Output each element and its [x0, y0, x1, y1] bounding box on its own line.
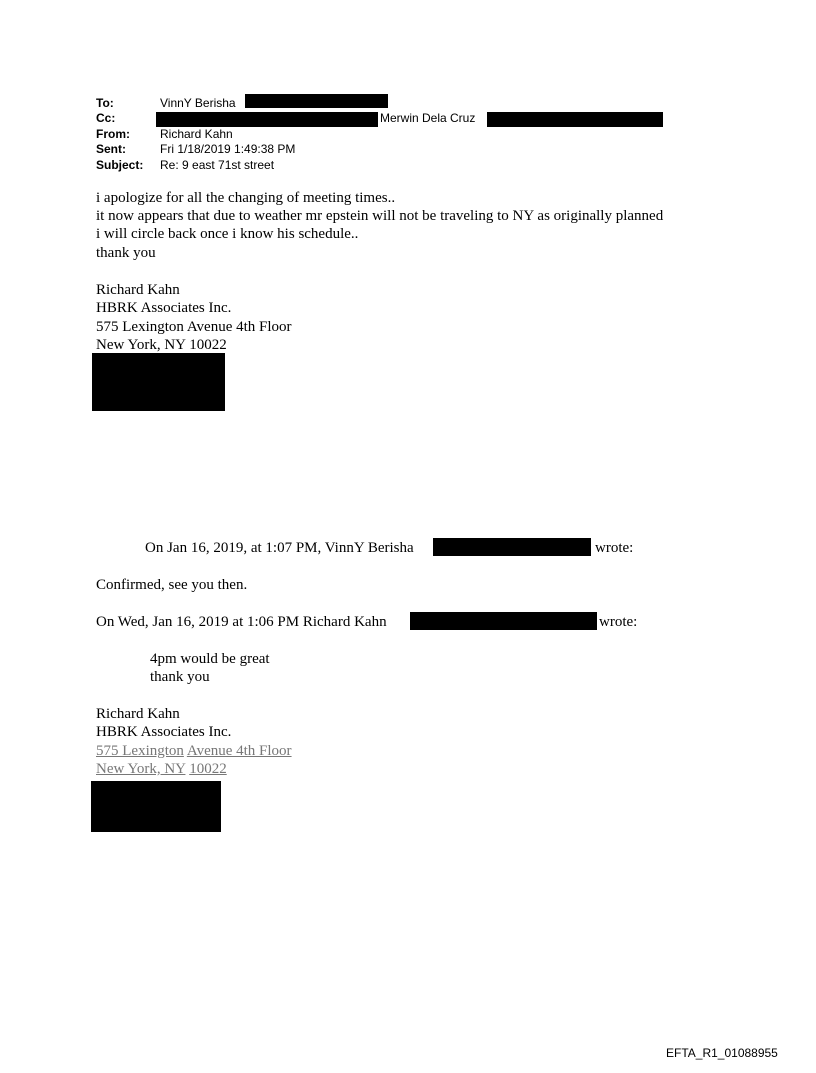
- from-label: From:: [96, 127, 130, 141]
- quote-wrote: wrote:: [599, 614, 638, 630]
- body-line: i will circle back once i know his schedule..: [96, 226, 359, 242]
- redaction-box: [487, 112, 663, 127]
- to-label: To:: [96, 96, 114, 110]
- to-value: VinnY Berisha: [160, 96, 236, 110]
- subject-label: Subject:: [96, 158, 144, 172]
- cc-value: Merwin Dela Cruz: [380, 111, 476, 125]
- sent-value: Fri 1/18/2019 1:49:38 PM: [160, 142, 296, 156]
- city-link[interactable]: New York, NY: [96, 761, 186, 777]
- redaction-box: [91, 781, 221, 832]
- signature-city: New York, NY 10022: [96, 337, 227, 353]
- body-line: it now appears that due to weather mr epstein will not be traveling to NY as originally planned: [96, 208, 664, 224]
- address-link[interactable]: Avenue 4th Floor: [186, 743, 292, 759]
- quote-wrote: wrote:: [595, 540, 634, 556]
- signature-address: [96, 742, 292, 760]
- redaction-box: [245, 94, 388, 108]
- signature-city: [96, 760, 227, 778]
- reply-line: thank you: [150, 669, 210, 685]
- signature-company: HBRK Associates Inc.: [96, 724, 232, 740]
- reply-line: 4pm would be great: [150, 651, 270, 667]
- sent-label: Sent:: [96, 142, 126, 156]
- quote-attribution: On Wed, Jan 16, 2019 at 1:06 PM Richard Kahn: [96, 614, 387, 630]
- redaction-box: [433, 538, 591, 556]
- from-value: Richard Kahn: [160, 127, 233, 141]
- subject-value: Re: 9 east 71st street: [160, 158, 275, 172]
- quote-attribution: On Jan 16, 2019, at 1:07 PM, VinnY Berisha: [145, 540, 414, 556]
- redaction-box: [410, 612, 597, 630]
- signature-company: HBRK Associates Inc.: [96, 300, 232, 316]
- address-link[interactable]: 575 Lexington: [96, 743, 184, 759]
- document-id: EFTA_R1_01088955: [666, 1046, 778, 1060]
- cc-label: Cc:: [96, 111, 116, 125]
- signature-name: Richard Kahn: [96, 706, 180, 722]
- redaction-box: [92, 353, 225, 411]
- redaction-box: [156, 112, 378, 127]
- body-line: thank you: [96, 245, 156, 261]
- signature-name: Richard Kahn: [96, 282, 180, 298]
- reply-text: Confirmed, see you then.: [96, 577, 248, 593]
- zip-link[interactable]: 10022: [189, 761, 227, 777]
- signature-address: 575 Lexington Avenue 4th Floor: [96, 319, 292, 335]
- body-line: i apologize for all the changing of meeting times..: [96, 190, 396, 206]
